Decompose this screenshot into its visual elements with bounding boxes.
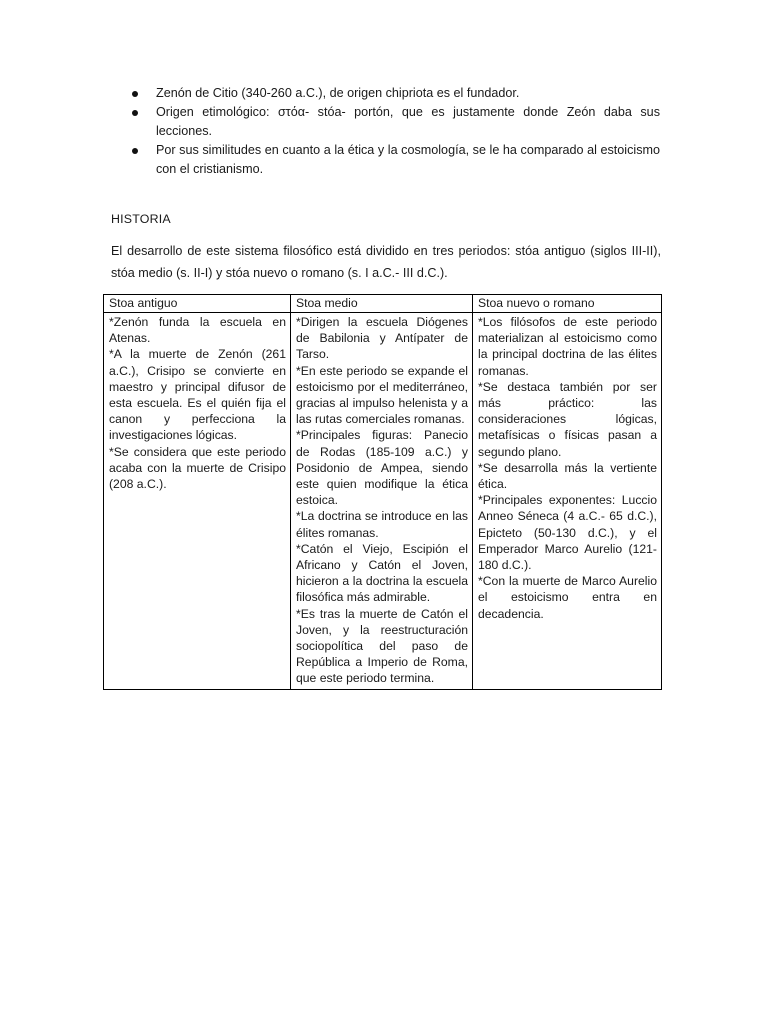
table-header-cell: Stoa medio <box>291 295 473 313</box>
table-entry: *Dirigen la escuela Diógenes de Babilonia y Antípater de Tarso. <box>296 315 468 362</box>
intro-paragraph: El desarrollo de este sistema filosófico está dividido en tres periodos: stóa antiguo (siglos III-II), stóa medio (s. II-I) y stóa nuevo o romano (s. I a.C.- III d.C.). <box>111 244 661 280</box>
table-entry: *En este periodo se expande el estoicismo por el mediterráneo, gracias al impulso helenista y a las rutas comerciales romanas. <box>296 363 468 427</box>
bullet-item <box>130 84 660 103</box>
table-entry: *Con la muerte de Marco Aurelio el estoicismo entra en decadencia. <box>478 574 657 621</box>
periods-table <box>103 294 662 690</box>
bullet-icon <box>132 110 138 116</box>
table-entry: *Se desarrolla más la vertiente ética. <box>478 460 657 492</box>
table-entry: *Se considera que este periodo acaba con la muerte de Crisipo (208 a.C.). <box>109 444 286 492</box>
table-entry: *Zenón funda la escuela en Atenas. <box>109 315 286 346</box>
table-header-cell: Stoa antiguo <box>104 295 291 313</box>
table-cell-stoa-medio <box>291 313 473 690</box>
bullet-text: Por sus similitudes en cuanto a la ética y la cosmología, se le ha comparado al estoicismo con el cristianismo. <box>156 143 660 176</box>
table-entry: *Catón el Viejo, Escipión el Africano y Catón el Joven, hicieron a la doctrina la escuela filosófica más admirable. <box>296 541 468 605</box>
bullet-item <box>130 103 660 141</box>
table-cell-stoa-nuevo <box>473 313 662 690</box>
table-header-row <box>104 295 662 313</box>
table-entry: *Es tras la muerte de Catón el Joven, y la reestructuración sociopolítica del paso de República a Imperio de Roma, que este periodo termina. <box>296 606 468 686</box>
table-entry: *A la muerte de Zenón (261 a.C.), Crisipo se convierte en maestro y principal difusor de esta escuela. Es el quién fija el canon y perfecciona la investigaciones lógicas. <box>109 347 286 443</box>
table-entry: *Los filósofos de este periodo materializan al estoicismo como la principal doctrina de las élites romanas. <box>478 315 657 378</box>
bullet-item <box>130 141 660 179</box>
table-header-cell: Stoa nuevo o romano <box>473 295 662 313</box>
section-heading: HISTORIA <box>111 212 171 226</box>
table-entry: *La doctrina se introduce en las élites romanas. <box>296 509 468 540</box>
bullet-icon <box>132 91 138 97</box>
table-entry: *Se destaca también por ser más práctico: las consideraciones lógicas, metafísicas o físicas pasan a segundo plano. <box>478 379 657 459</box>
table-row <box>104 313 662 690</box>
table-cell-stoa-antiguo <box>104 313 291 690</box>
bullet-text: Origen etimológico: στόα- stóa- portón, que es justamente donde Zeón daba sus lecciones. <box>156 105 660 138</box>
bullet-list <box>130 84 660 179</box>
table-entry: *Principales figuras: Panecio de Rodas (185-109 a.C.) y Posidonio de Ampea, siendo este quien modifique la ética estoica. <box>296 428 468 508</box>
table-entry: *Principales exponentes: Luccio Anneo Séneca (4 a.C.- 65 d.C.), Epicteto (50-130 d.C.), y el Emperador Marco Aurelio (121-180 d.C.). <box>478 493 657 573</box>
bullet-text: Zenón de Citio (340-260 a.C.), de origen chipriota es el fundador. <box>156 86 520 100</box>
bullet-icon <box>132 148 138 154</box>
